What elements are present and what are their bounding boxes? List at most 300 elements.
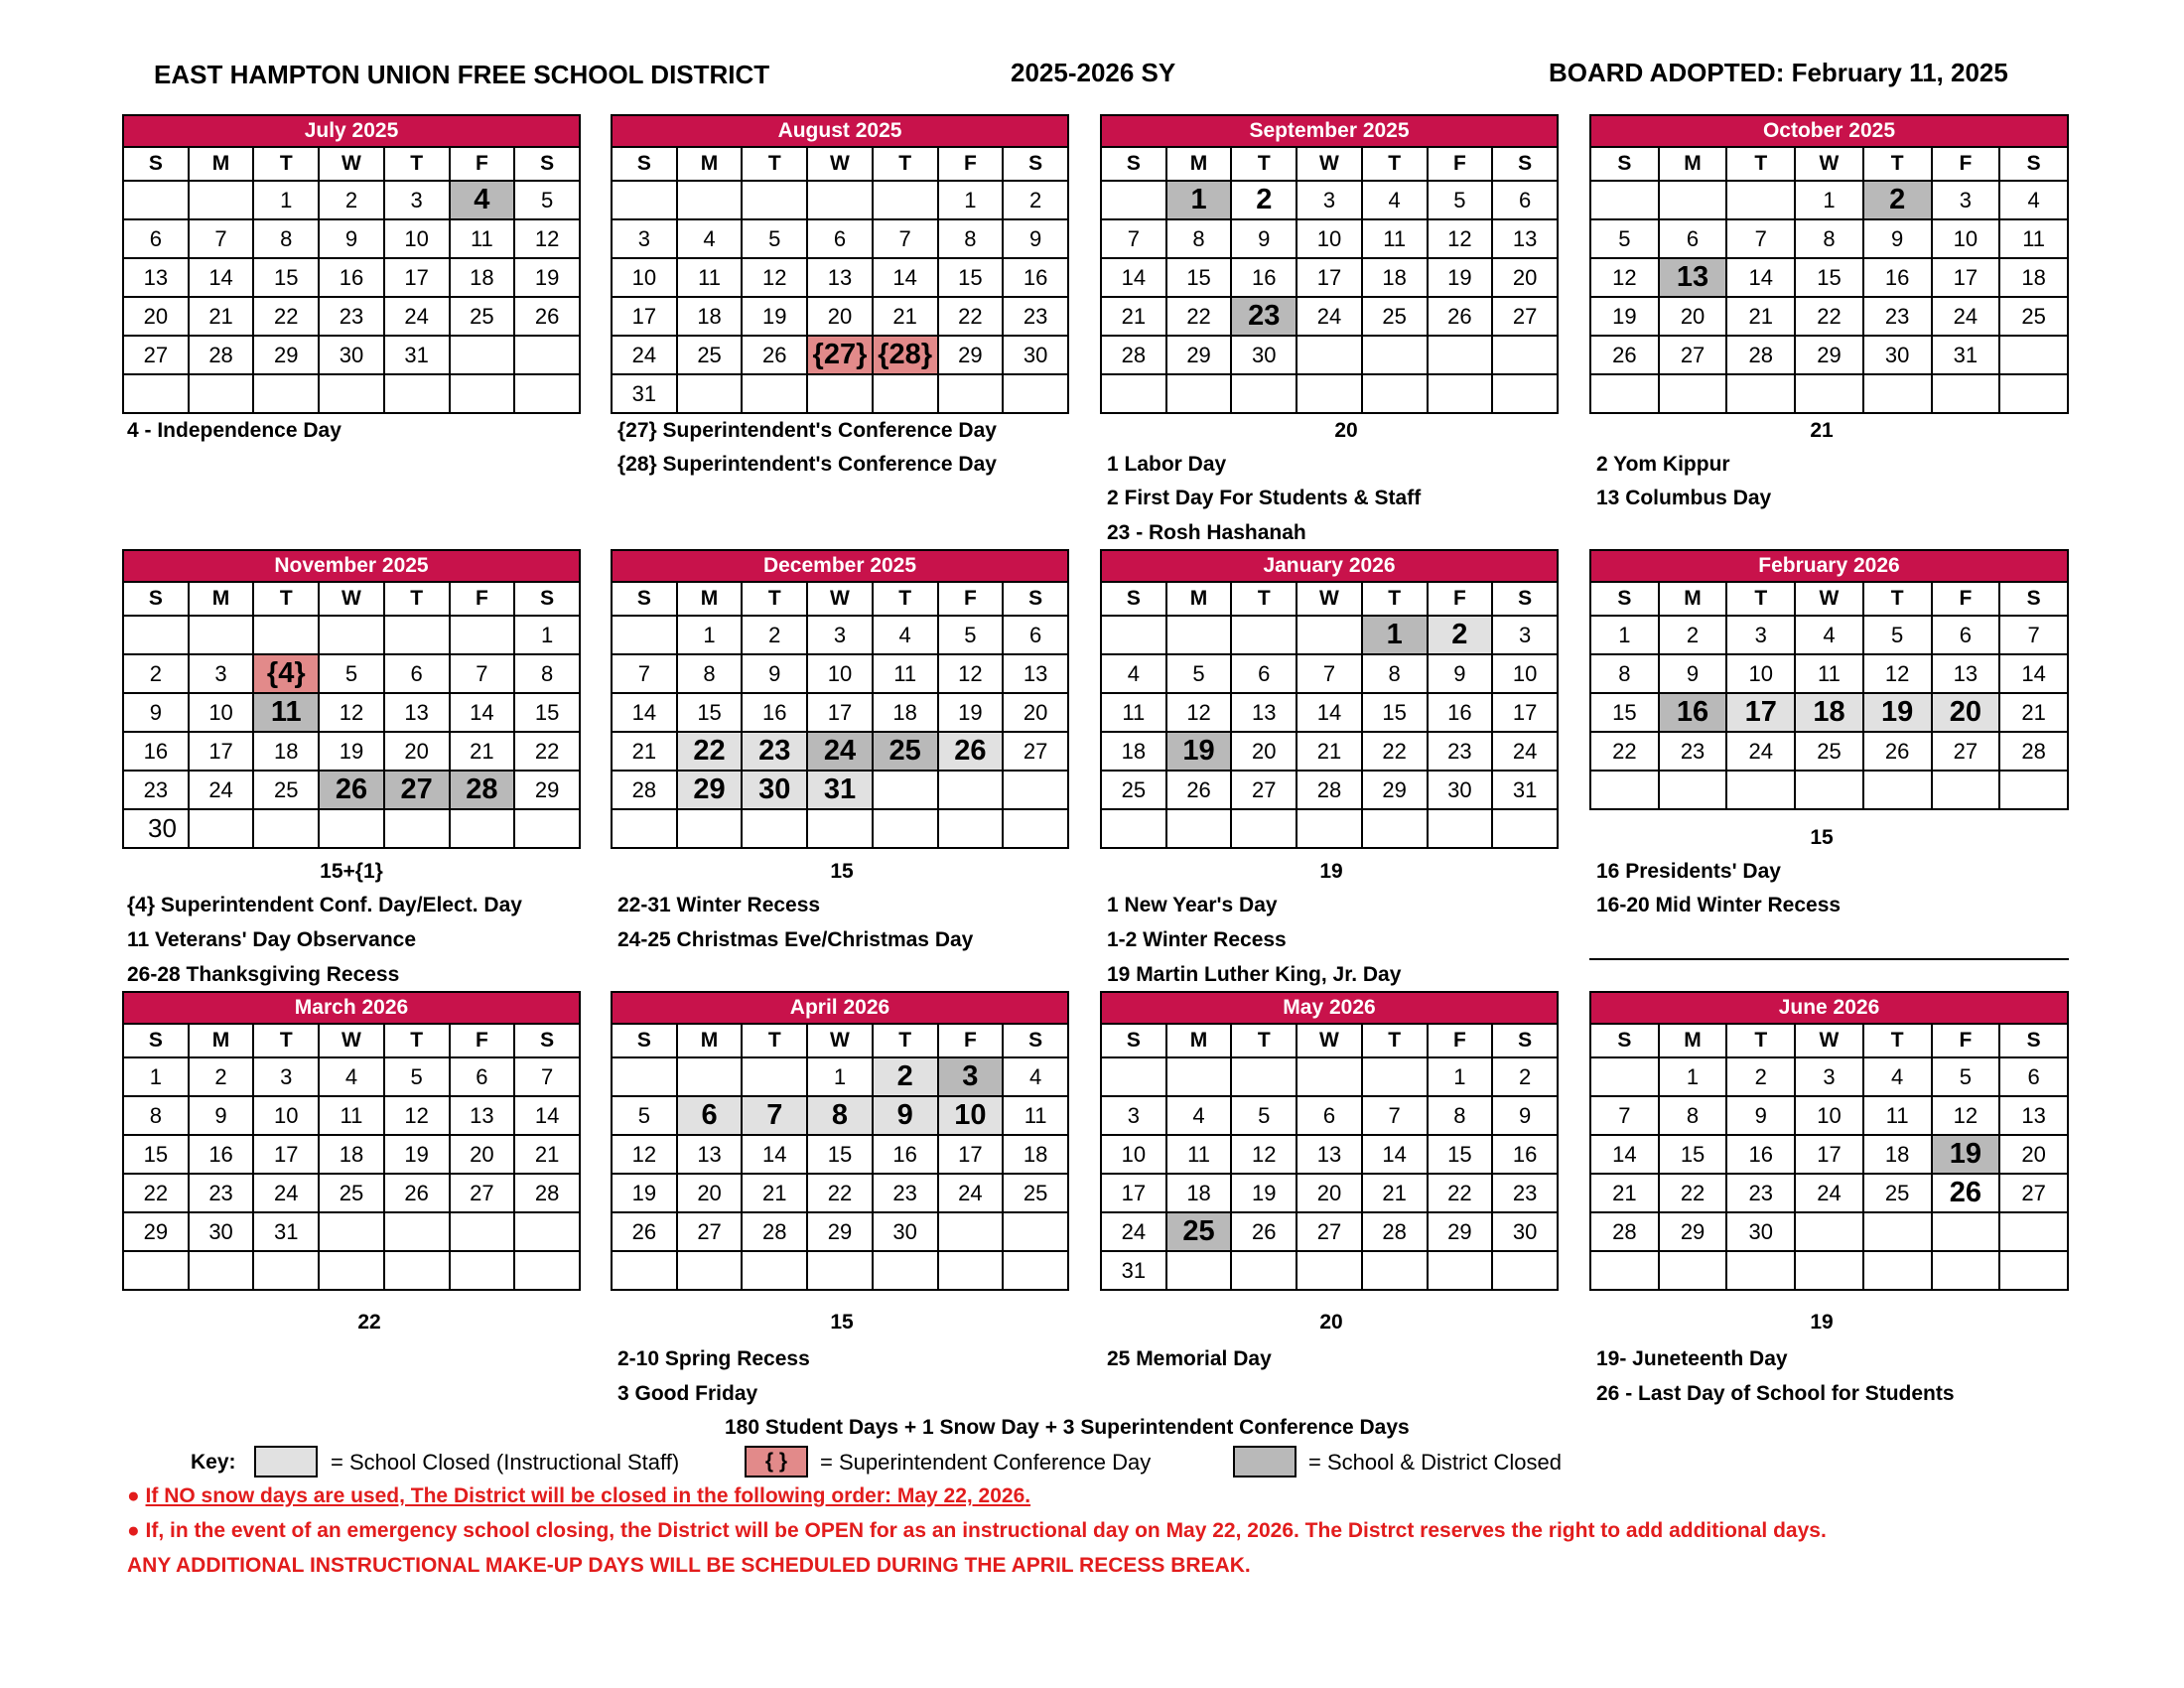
weekday-header: W [1297, 1024, 1362, 1057]
day-cell [450, 1212, 515, 1251]
day-cell: 25 [1999, 297, 2068, 336]
day-cell: 25 [1101, 771, 1166, 809]
count-october: 21 [1810, 419, 1834, 442]
weekday-header: T [1231, 1024, 1297, 1057]
day-cell: 12 [319, 693, 384, 732]
day-cell [807, 1251, 873, 1290]
day-cell: 23 [123, 771, 189, 809]
day-cell: 18 [1999, 258, 2068, 297]
count-march: 22 [357, 1311, 381, 1334]
day-cell [319, 809, 384, 848]
day-cell [677, 1251, 743, 1290]
day-cell: 18 [1863, 1135, 1932, 1174]
day-cell: 26 [384, 1174, 450, 1212]
day-cell: 18 [450, 258, 515, 297]
week-row [1101, 1174, 1558, 1212]
day-cell: 1 [1362, 616, 1428, 654]
week-row [612, 771, 1068, 809]
day-cell: 6 [123, 219, 189, 258]
day-cell: 29 [1795, 336, 1863, 374]
day-cell: 27 [384, 771, 450, 809]
day-cell: 11 [873, 654, 938, 693]
week-row [123, 1174, 580, 1212]
day-cell: 14 [1362, 1135, 1428, 1174]
day-cell: 23 [1659, 732, 1727, 771]
week-row [612, 1135, 1068, 1174]
weekday-header: S [123, 147, 189, 181]
day-cell: 14 [189, 258, 254, 297]
day-cell: 16 [123, 732, 189, 771]
key-swatch-conference: { } [745, 1446, 808, 1477]
weekday-header: T [873, 1024, 938, 1057]
day-cell: 2 [873, 1057, 938, 1096]
month-title-june: June 2026 [1590, 992, 2068, 1024]
week-row [612, 732, 1068, 771]
day-cell [612, 809, 677, 848]
day-cell [807, 809, 873, 848]
day-cell: 5 [1590, 219, 1659, 258]
day-cell: 10 [1932, 219, 2000, 258]
weekday-header: M [189, 147, 254, 181]
day-cell: 29 [1362, 771, 1428, 809]
month-title-december: December 2025 [612, 550, 1068, 582]
day-cell [1101, 616, 1166, 654]
day-cell: 19 [319, 732, 384, 771]
day-cell: 20 [677, 1174, 743, 1212]
day-cell: 1 [253, 181, 319, 219]
day-cell: 23 [319, 297, 384, 336]
day-cell [514, 809, 580, 848]
note-august-2: {28} Superintendent's Conference Day [617, 453, 997, 476]
week-row [612, 258, 1068, 297]
weekday-header: T [742, 582, 807, 616]
week-row [1590, 654, 2068, 693]
day-cell: 11 [253, 693, 319, 732]
day-cell: 14 [612, 693, 677, 732]
day-cell: 24 [1101, 1212, 1166, 1251]
weekday-header: M [1166, 1024, 1232, 1057]
weekday-header: T [253, 1024, 319, 1057]
day-cell [189, 181, 254, 219]
day-cell: 1 [938, 181, 1004, 219]
day-cell: 17 [1795, 1135, 1863, 1174]
day-cell: 15 [253, 258, 319, 297]
day-cell [319, 616, 384, 654]
day-cell: 2 [1428, 616, 1493, 654]
day-cell: 12 [1428, 219, 1493, 258]
day-cell: 11 [1166, 1135, 1232, 1174]
day-cell: 18 [1795, 693, 1863, 732]
day-cell [1726, 1251, 1795, 1290]
day-cell: 15 [1166, 258, 1232, 297]
weekday-header: M [1659, 1024, 1727, 1057]
day-cell: 8 [1428, 1096, 1493, 1135]
day-cell: 4 [1166, 1096, 1232, 1135]
count-april: 15 [830, 1311, 854, 1334]
day-cell [1297, 809, 1362, 848]
day-cell: 26 [938, 732, 1004, 771]
day-cell: 14 [1101, 258, 1166, 297]
weekday-header: W [1795, 147, 1863, 181]
day-cell: 29 [677, 771, 743, 809]
day-cell: 14 [1590, 1135, 1659, 1174]
day-cell: 6 [677, 1096, 743, 1135]
day-cell [1428, 374, 1493, 413]
day-cell: 4 [873, 616, 938, 654]
weekday-header: S [612, 147, 677, 181]
week-row [612, 1251, 1068, 1290]
day-cell [938, 1212, 1004, 1251]
weekday-header: T [1863, 147, 1932, 181]
day-cell: 8 [938, 219, 1004, 258]
notice-emergency [127, 1519, 1827, 1543]
day-cell [1932, 1251, 2000, 1290]
day-cell: 6 [1999, 1057, 2068, 1096]
day-cell: 17 [612, 297, 677, 336]
day-cell: {4} [253, 654, 319, 693]
week-row [1101, 1212, 1558, 1251]
day-cell [319, 374, 384, 413]
day-cell: 2 [1003, 181, 1068, 219]
day-cell: 24 [1492, 732, 1558, 771]
day-cell: 7 [742, 1096, 807, 1135]
month-title-january: January 2026 [1101, 550, 1558, 582]
day-cell: 11 [1101, 693, 1166, 732]
day-cell: 4 [1999, 181, 2068, 219]
day-cell: 9 [1726, 1096, 1795, 1135]
day-cell [1003, 771, 1068, 809]
day-cell: 9 [319, 219, 384, 258]
day-cell: 6 [807, 219, 873, 258]
day-cell: 23 [1863, 297, 1932, 336]
weekday-header: W [319, 1024, 384, 1057]
day-cell [1231, 809, 1297, 848]
day-cell: 25 [1003, 1174, 1068, 1212]
day-cell: 26 [612, 1212, 677, 1251]
day-cell: 19 [1932, 1135, 2000, 1174]
weekday-header: F [1932, 1024, 2000, 1057]
week-row [612, 654, 1068, 693]
week-row [1590, 771, 2068, 809]
day-cell: 1 [1428, 1057, 1493, 1096]
week-row [1101, 771, 1558, 809]
day-cell: 22 [514, 732, 580, 771]
day-cell: 23 [1003, 297, 1068, 336]
day-cell: 5 [384, 1057, 450, 1096]
day-cell: 6 [384, 654, 450, 693]
day-cell [612, 181, 677, 219]
day-cell: 3 [1492, 616, 1558, 654]
weekday-header: S [1492, 147, 1558, 181]
day-cell: 3 [1726, 616, 1795, 654]
summary-days: 180 Student Days + 1 Snow Day + 3 Superintendent Conference Days [725, 1416, 1410, 1439]
day-cell: 25 [1863, 1174, 1932, 1212]
day-cell: 10 [1101, 1135, 1166, 1174]
day-cell: 15 [677, 693, 743, 732]
week-row [123, 1212, 580, 1251]
calendar-september [1100, 114, 1559, 414]
day-cell: 19 [742, 297, 807, 336]
day-cell: 22 [1428, 1174, 1493, 1212]
month-title-july: July 2025 [123, 115, 580, 147]
day-cell [1590, 1251, 1659, 1290]
day-cell: 25 [1362, 297, 1428, 336]
day-cell [1999, 374, 2068, 413]
day-cell: 7 [189, 219, 254, 258]
day-cell: 5 [612, 1096, 677, 1135]
day-cell: 11 [1999, 219, 2068, 258]
week-row [612, 336, 1068, 374]
weekday-header: M [677, 147, 743, 181]
day-cell: 10 [612, 258, 677, 297]
day-cell: 13 [1003, 654, 1068, 693]
weekday-header: W [807, 1024, 873, 1057]
day-cell: 15 [123, 1135, 189, 1174]
weekday-header: T [742, 1024, 807, 1057]
key-swatch-staff-closed [254, 1446, 318, 1477]
day-cell [123, 181, 189, 219]
key-staff-closed: = School Closed (Instructional Staff) [331, 1450, 680, 1475]
day-cell: 19 [1231, 1174, 1297, 1212]
day-cell: 18 [1003, 1135, 1068, 1174]
week-row [612, 616, 1068, 654]
day-cell: 28 [1362, 1212, 1428, 1251]
day-cell [677, 1057, 743, 1096]
day-cell [1003, 1212, 1068, 1251]
day-cell [1863, 374, 1932, 413]
day-cell [1590, 181, 1659, 219]
day-cell: 29 [123, 1212, 189, 1251]
month-title-november: November 2025 [123, 550, 580, 582]
weekday-header: S [1492, 1024, 1558, 1057]
day-cell: 12 [612, 1135, 677, 1174]
week-row [1101, 732, 1558, 771]
day-cell: 25 [319, 1174, 384, 1212]
month-title-february: February 2026 [1590, 550, 2068, 582]
day-cell: 29 [514, 771, 580, 809]
calendar-october [1589, 114, 2069, 414]
note-september-1: 1 Labor Day [1107, 453, 1227, 476]
day-cell: 28 [514, 1174, 580, 1212]
week-row [123, 693, 580, 732]
day-cell: 2 [1492, 1057, 1558, 1096]
day-cell: 6 [1231, 654, 1297, 693]
day-cell: 15 [1795, 258, 1863, 297]
day-cell [1297, 336, 1362, 374]
day-cell [1659, 1251, 1727, 1290]
weekday-header: M [1659, 147, 1727, 181]
day-cell [873, 809, 938, 848]
day-cell: 23 [873, 1174, 938, 1212]
day-cell [938, 771, 1004, 809]
notice-makeup-days: ANY ADDITIONAL INSTRUCTIONAL MAKE-UP DAYS WILL BE SCHEDULED DURING THE APRIL RECESS BREAK. [127, 1554, 1251, 1577]
day-cell: 30 [742, 771, 807, 809]
weekday-header: F [450, 1024, 515, 1057]
week-row [123, 258, 580, 297]
day-cell: 3 [189, 654, 254, 693]
day-cell: 27 [1492, 297, 1558, 336]
day-cell [1726, 181, 1795, 219]
day-cell [1492, 374, 1558, 413]
day-cell: 7 [1101, 219, 1166, 258]
day-cell: 19 [514, 258, 580, 297]
day-cell: {28} [873, 336, 938, 374]
day-cell [612, 1251, 677, 1290]
day-cell [253, 1251, 319, 1290]
day-cell [1101, 374, 1166, 413]
day-cell: 20 [1297, 1174, 1362, 1212]
day-cell: 16 [189, 1135, 254, 1174]
day-cell [450, 374, 515, 413]
note-october-2: 13 Columbus Day [1596, 487, 1772, 509]
calendar-february [1589, 549, 2069, 810]
day-cell: 27 [450, 1174, 515, 1212]
week-row [1101, 1251, 1558, 1290]
day-cell [1999, 336, 2068, 374]
day-cell: 15 [514, 693, 580, 732]
day-cell [1297, 1251, 1362, 1290]
count-june: 19 [1810, 1311, 1834, 1334]
day-cell [1166, 616, 1232, 654]
day-cell [1101, 181, 1166, 219]
board-adopted: BOARD ADOPTED: February 11, 2025 [1549, 58, 2008, 87]
week-row [612, 693, 1068, 732]
week-row [123, 771, 580, 809]
day-cell [189, 809, 254, 848]
day-cell: 19 [1166, 732, 1232, 771]
day-cell: 1 [807, 1057, 873, 1096]
day-cell: 14 [873, 258, 938, 297]
week-row [1590, 1251, 2068, 1290]
calendar-april [611, 991, 1069, 1291]
day-cell: 10 [1795, 1096, 1863, 1135]
weekday-header: F [1932, 582, 2000, 616]
month-title-april: April 2026 [612, 992, 1068, 1024]
day-cell: 2 [742, 616, 807, 654]
day-cell: 4 [450, 181, 515, 219]
day-cell [1590, 374, 1659, 413]
day-cell: 27 [1297, 1212, 1362, 1251]
note-february-1: 16 Presidents' Day [1596, 860, 1781, 883]
day-cell: 22 [1795, 297, 1863, 336]
day-cell: 16 [319, 258, 384, 297]
calendar-may [1100, 991, 1559, 1291]
day-cell: 28 [612, 771, 677, 809]
week-row [123, 616, 580, 654]
day-cell: 5 [1231, 1096, 1297, 1135]
day-cell [873, 1251, 938, 1290]
week-row [1590, 616, 2068, 654]
day-cell: 30 [873, 1212, 938, 1251]
bullet-1: ● [127, 1484, 140, 1507]
day-cell: 6 [450, 1057, 515, 1096]
weekday-header: W [319, 147, 384, 181]
day-cell [742, 1251, 807, 1290]
day-cell [1659, 771, 1727, 809]
day-cell: 26 [1863, 732, 1932, 771]
day-cell: 4 [1362, 181, 1428, 219]
day-cell [253, 809, 319, 848]
day-cell [938, 809, 1004, 848]
day-cell [1659, 374, 1727, 413]
notice-snow-days [127, 1484, 1030, 1508]
weekday-header: W [319, 582, 384, 616]
weekday-header: S [123, 1024, 189, 1057]
day-cell: 4 [1863, 1057, 1932, 1096]
day-cell: 11 [1003, 1096, 1068, 1135]
day-cell: 10 [384, 219, 450, 258]
day-cell: 8 [514, 654, 580, 693]
day-cell [450, 616, 515, 654]
weekday-header: M [677, 582, 743, 616]
day-cell: 25 [1795, 732, 1863, 771]
day-cell: 18 [1166, 1174, 1232, 1212]
day-cell: 30 [1428, 771, 1493, 809]
day-cell: 7 [873, 219, 938, 258]
week-row [612, 297, 1068, 336]
day-cell: 25 [677, 336, 743, 374]
day-cell: 8 [123, 1096, 189, 1135]
day-cell: 22 [1166, 297, 1232, 336]
day-cell: 23 [1726, 1174, 1795, 1212]
week-row [1590, 258, 2068, 297]
calendar-june [1589, 991, 2069, 1291]
day-cell [450, 1251, 515, 1290]
school-year: 2025-2026 SY [1011, 58, 1176, 87]
day-cell: 10 [1726, 654, 1795, 693]
day-cell: 21 [1362, 1174, 1428, 1212]
week-row [1101, 809, 1558, 848]
day-cell [1999, 1212, 2068, 1251]
count-may: 20 [1319, 1311, 1343, 1334]
day-cell: 13 [1231, 693, 1297, 732]
day-cell: 30 [189, 1212, 254, 1251]
day-cell [384, 1212, 450, 1251]
day-cell: 29 [1428, 1212, 1493, 1251]
day-cell [1590, 771, 1659, 809]
week-row [1101, 181, 1558, 219]
week-row [1590, 181, 2068, 219]
weekday-header: S [1999, 1024, 2068, 1057]
day-cell [1932, 771, 2000, 809]
week-row [1590, 1135, 2068, 1174]
day-cell: 20 [1492, 258, 1558, 297]
count-january: 19 [1319, 860, 1343, 883]
day-cell: 15 [1428, 1135, 1493, 1174]
day-cell: 21 [450, 732, 515, 771]
day-cell: 24 [1297, 297, 1362, 336]
day-cell: 27 [1932, 732, 2000, 771]
week-row [1590, 336, 2068, 374]
week-row [123, 1096, 580, 1135]
day-cell: 22 [253, 297, 319, 336]
day-cell: 8 [807, 1096, 873, 1135]
day-cell: 14 [514, 1096, 580, 1135]
day-cell: 24 [938, 1174, 1004, 1212]
week-row [123, 1057, 580, 1096]
day-cell: 21 [1297, 732, 1362, 771]
day-cell [677, 809, 743, 848]
day-cell: 16 [873, 1135, 938, 1174]
day-cell: 31 [1492, 771, 1558, 809]
day-cell: 20 [1003, 693, 1068, 732]
day-cell: 17 [807, 693, 873, 732]
weekday-header: M [1166, 582, 1232, 616]
bullet-2: ● [127, 1519, 140, 1542]
day-cell [1492, 1251, 1558, 1290]
day-cell: 9 [1231, 219, 1297, 258]
day-cell: 12 [514, 219, 580, 258]
